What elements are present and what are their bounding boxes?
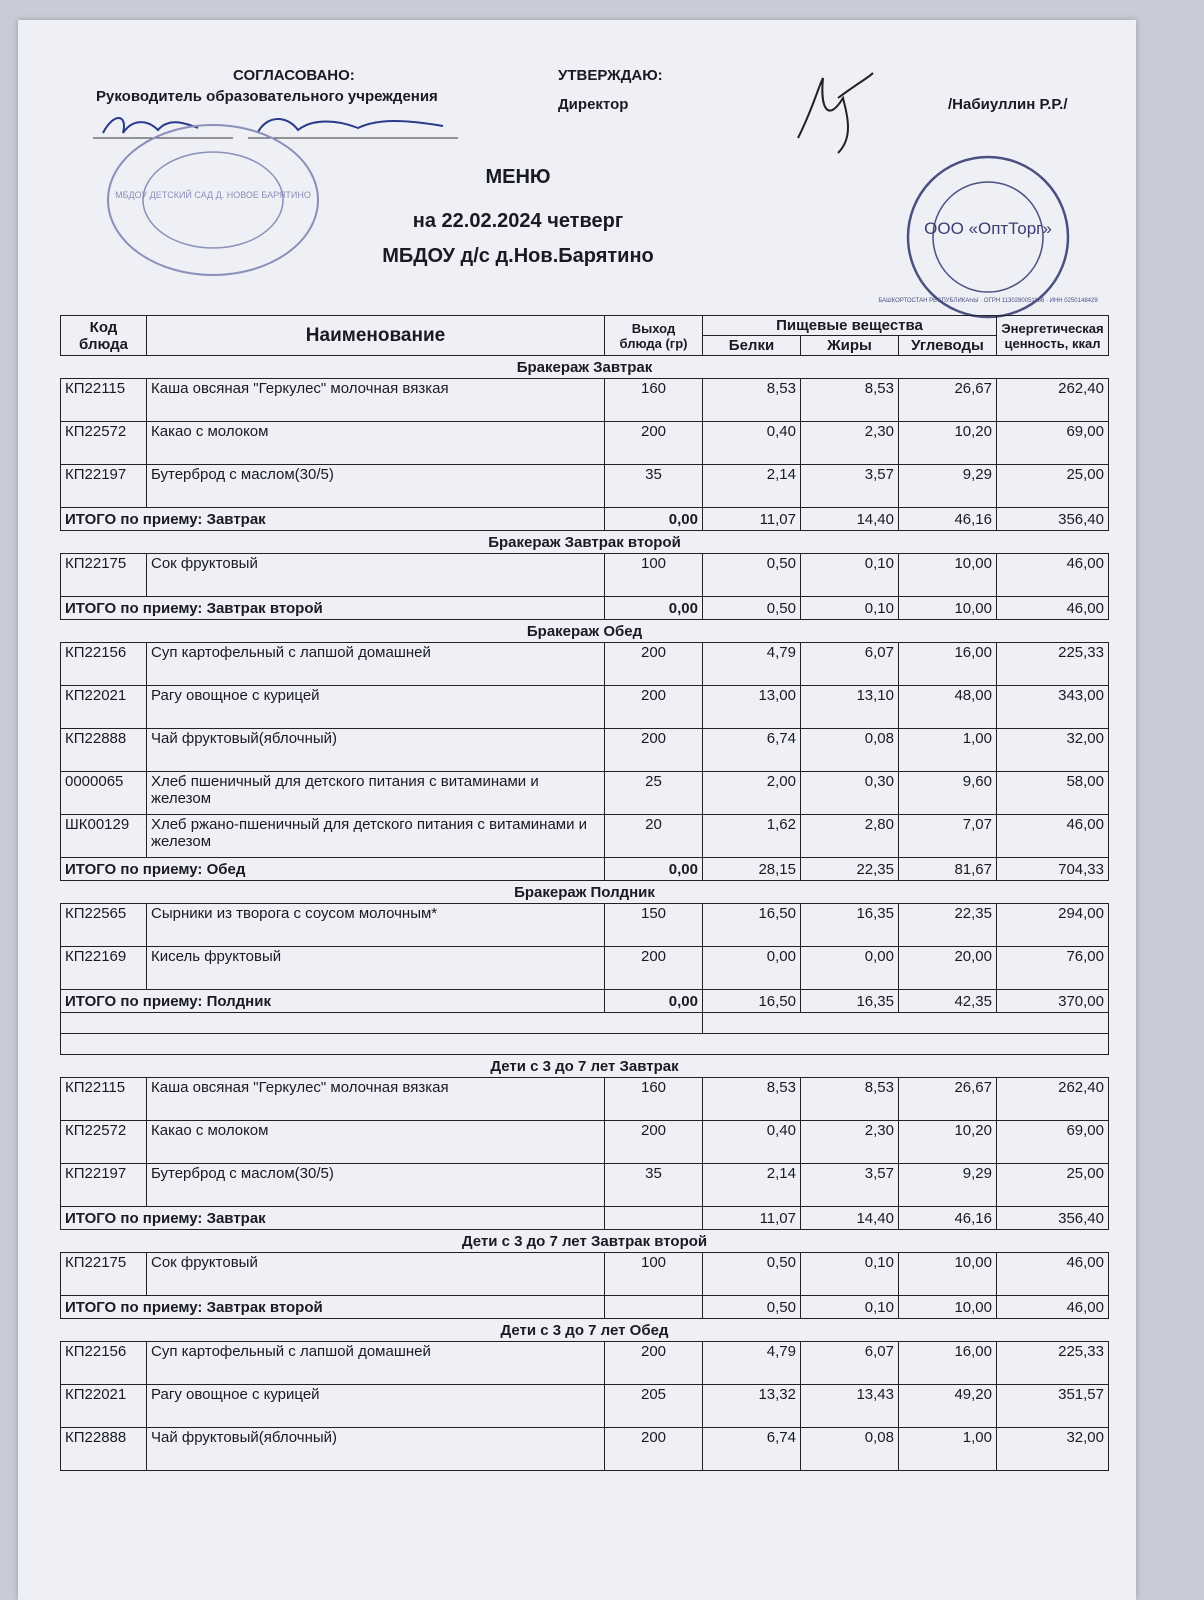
total-protein: 11,07 <box>703 508 801 531</box>
dish-fat: 2,30 <box>801 1121 899 1164</box>
dish-output: 200 <box>605 947 703 990</box>
col-carbs-header: Углеводы <box>899 336 997 356</box>
dish-code: КП22175 <box>61 1253 147 1296</box>
total-energy: 370,00 <box>997 990 1109 1013</box>
dish-energy: 262,40 <box>997 1078 1109 1121</box>
approve-name: /Набиуллин Р.Р./ <box>948 96 1068 113</box>
menu-date: на 22.02.2024 четверг <box>412 210 624 232</box>
dish-output: 35 <box>605 1164 703 1207</box>
dish-energy: 69,00 <box>997 1121 1109 1164</box>
total-protein: 16,50 <box>703 990 801 1013</box>
col-output-header: Выход блюда (гр) <box>605 316 703 356</box>
dish-fat: 2,80 <box>801 815 899 858</box>
dish-name: Каша овсяная "Геркулес" молочная вязкая <box>147 1078 605 1121</box>
dish-code: КП22197 <box>61 1164 147 1207</box>
total-protein: 11,07 <box>703 1207 801 1230</box>
total-label: ИТОГО по приему: Обед <box>61 858 605 881</box>
dish-code: ШК00129 <box>61 815 147 858</box>
dish-code: КП22572 <box>61 422 147 465</box>
menu-table <box>60 315 1109 1471</box>
dish-code: КП22197 <box>61 465 147 508</box>
dish-carbs: 16,00 <box>899 643 997 686</box>
dish-name: Хлеб ржано-пшеничный для детского питания с витаминами и железом <box>147 815 605 858</box>
total-row <box>61 1296 1109 1319</box>
section-title: Бракераж Полдник <box>514 883 655 901</box>
table-row <box>61 1253 1109 1296</box>
section-title: Бракераж Завтрак <box>516 358 653 376</box>
total-energy: 356,40 <box>997 1207 1109 1230</box>
total-protein: 0,50 <box>703 1296 801 1319</box>
table-row <box>61 1428 1109 1471</box>
total-label: ИТОГО по приему: Завтрак второй <box>61 597 605 620</box>
dish-protein: 0,50 <box>703 1253 801 1296</box>
dish-energy: 351,57 <box>997 1385 1109 1428</box>
dish-carbs: 10,20 <box>899 1121 997 1164</box>
dish-name: Каша овсяная "Геркулес" молочная вязкая <box>147 379 605 422</box>
total-row <box>61 508 1109 531</box>
dish-energy: 76,00 <box>997 947 1109 990</box>
svg-text:ООО «ОптТорг»: ООО «ОптТорг» <box>924 219 1052 238</box>
table-row <box>61 554 1109 597</box>
col-name-header: Наименование <box>147 316 605 356</box>
dish-fat: 0,08 <box>801 729 899 772</box>
dish-protein: 2,14 <box>703 1164 801 1207</box>
dish-energy: 262,40 <box>997 379 1109 422</box>
total-row <box>61 990 1109 1013</box>
dish-fat: 16,35 <box>801 904 899 947</box>
page-title: МЕНЮ <box>485 166 551 188</box>
dish-carbs: 10,00 <box>899 1253 997 1296</box>
dish-name: Чай фруктовый(яблочный) <box>147 729 605 772</box>
table-row <box>61 643 1109 686</box>
dish-code: КП22175 <box>61 554 147 597</box>
total-fat: 16,35 <box>801 990 899 1013</box>
dish-output: 35 <box>605 465 703 508</box>
blank-row <box>61 1034 1109 1055</box>
total-output: 0,00 <box>605 597 703 620</box>
table-row <box>61 422 1109 465</box>
total-row <box>61 1207 1109 1230</box>
total-energy: 46,00 <box>997 1296 1109 1319</box>
dish-protein: 2,14 <box>703 465 801 508</box>
section-title: Дети с 3 до 7 лет Обед <box>500 1321 669 1339</box>
total-fat: 22,35 <box>801 858 899 881</box>
table-row <box>61 379 1109 422</box>
section-title: Дети с 3 до 7 лет Завтрак <box>490 1057 679 1075</box>
table-row <box>61 1164 1109 1207</box>
dish-protein: 8,53 <box>703 379 801 422</box>
director-signature <box>788 68 878 158</box>
dish-fat: 0,10 <box>801 1253 899 1296</box>
total-protein: 28,15 <box>703 858 801 881</box>
dish-output: 200 <box>605 729 703 772</box>
dish-name: Хлеб пшеничный для детского питания с витаминами и железом <box>147 772 605 815</box>
dish-protein: 6,74 <box>703 1428 801 1471</box>
dish-protein: 2,00 <box>703 772 801 815</box>
total-output <box>605 1207 703 1230</box>
total-energy: 704,33 <box>997 858 1109 881</box>
total-output: 0,00 <box>605 858 703 881</box>
approve-title: УТВЕРЖДАЮ: <box>558 67 663 84</box>
dish-carbs: 22,35 <box>899 904 997 947</box>
dish-protein: 0,50 <box>703 554 801 597</box>
dish-carbs: 9,29 <box>899 465 997 508</box>
approve-role: Директор <box>558 96 629 113</box>
dish-carbs: 49,20 <box>899 1385 997 1428</box>
approved-title: СОГЛАСОВАНО: <box>233 67 355 84</box>
dish-energy: 225,33 <box>997 643 1109 686</box>
dish-carbs: 48,00 <box>899 686 997 729</box>
dish-protein: 6,74 <box>703 729 801 772</box>
table-row <box>61 1078 1109 1121</box>
dish-energy: 46,00 <box>997 554 1109 597</box>
table-row <box>61 729 1109 772</box>
dish-output: 100 <box>605 1253 703 1296</box>
dish-carbs: 1,00 <box>899 1428 997 1471</box>
dish-protein: 13,32 <box>703 1385 801 1428</box>
table-row <box>61 815 1109 858</box>
institution-name: МБДОУ д/с д.Нов.Барятино <box>382 245 654 267</box>
dish-energy: 32,00 <box>997 729 1109 772</box>
table-row <box>61 904 1109 947</box>
dish-energy: 25,00 <box>997 465 1109 508</box>
dish-output: 200 <box>605 1342 703 1385</box>
dish-energy: 25,00 <box>997 1164 1109 1207</box>
dish-name: Кисель фруктовый <box>147 947 605 990</box>
dish-name: Суп картофельный с лапшой домашней <box>147 1342 605 1385</box>
dish-protein: 0,40 <box>703 422 801 465</box>
dish-name: Какао с молоком <box>147 1121 605 1164</box>
total-fat: 0,10 <box>801 1296 899 1319</box>
dish-name: Суп картофельный с лапшой домашней <box>147 643 605 686</box>
dish-name: Сок фруктовый <box>147 554 605 597</box>
col-energy-header: Энергетическая ценность, ккал <box>997 316 1109 356</box>
dish-carbs: 9,29 <box>899 1164 997 1207</box>
dish-code: КП22565 <box>61 904 147 947</box>
section-title: Бракераж Обед <box>526 622 643 640</box>
dish-fat: 0,10 <box>801 554 899 597</box>
dish-output: 200 <box>605 686 703 729</box>
table-row <box>61 686 1109 729</box>
dish-code: 0000065 <box>61 772 147 815</box>
dish-name: Какао с молоком <box>147 422 605 465</box>
dish-fat: 3,57 <box>801 465 899 508</box>
total-carbs: 46,16 <box>899 508 997 531</box>
dish-protein: 0,00 <box>703 947 801 990</box>
dish-fat: 13,10 <box>801 686 899 729</box>
total-fat: 14,40 <box>801 508 899 531</box>
total-fat: 0,10 <box>801 597 899 620</box>
col-protein-header: Белки <box>703 336 801 356</box>
svg-text:БАШКОРТОСТАН РЕСПУБЛИКАҺЫ · ОГ: БАШКОРТОСТАН РЕСПУБЛИКАҺЫ · ОГРН 1130280051186 · ИНН 0250148429 <box>878 298 1098 304</box>
dish-fat: 3,57 <box>801 1164 899 1207</box>
total-energy: 46,00 <box>997 597 1109 620</box>
dish-carbs: 10,20 <box>899 422 997 465</box>
total-energy: 356,40 <box>997 508 1109 531</box>
dish-fat: 13,43 <box>801 1385 899 1428</box>
total-row <box>61 597 1109 620</box>
dish-output: 160 <box>605 379 703 422</box>
table-row <box>61 772 1109 815</box>
total-output: 0,00 <box>605 990 703 1013</box>
dish-name: Сок фруктовый <box>147 1253 605 1296</box>
dish-fat: 0,00 <box>801 947 899 990</box>
total-carbs: 10,00 <box>899 597 997 620</box>
dish-carbs: 26,67 <box>899 379 997 422</box>
dish-code: КП22169 <box>61 947 147 990</box>
table-row <box>61 947 1109 990</box>
blank-row <box>61 1013 1109 1034</box>
dish-output: 205 <box>605 1385 703 1428</box>
total-carbs: 42,35 <box>899 990 997 1013</box>
dish-name: Сырники из творога с соусом молочным* <box>147 904 605 947</box>
dish-protein: 8,53 <box>703 1078 801 1121</box>
dish-name: Чай фруктовый(яблочный) <box>147 1428 605 1471</box>
total-label: ИТОГО по приему: Завтрак <box>61 508 605 531</box>
approved-role: Руководитель образовательного учреждения <box>96 88 438 105</box>
dish-fat: 8,53 <box>801 1078 899 1121</box>
dish-output: 160 <box>605 1078 703 1121</box>
dish-carbs: 20,00 <box>899 947 997 990</box>
dish-protein: 4,79 <box>703 1342 801 1385</box>
total-output <box>605 1296 703 1319</box>
col-fat-header: Жиры <box>801 336 899 356</box>
dish-code: КП22021 <box>61 686 147 729</box>
col-nutrients-header: Пищевые вещества <box>703 316 997 336</box>
dish-energy: 225,33 <box>997 1342 1109 1385</box>
dish-output: 25 <box>605 772 703 815</box>
dish-code: КП22021 <box>61 1385 147 1428</box>
table-row <box>61 1121 1109 1164</box>
total-row <box>61 858 1109 881</box>
dish-energy: 343,00 <box>997 686 1109 729</box>
total-output: 0,00 <box>605 508 703 531</box>
table-row <box>61 1342 1109 1385</box>
section-title: Дети с 3 до 7 лет Завтрак второй <box>461 1232 708 1250</box>
total-label: ИТОГО по приему: Завтрак <box>61 1207 605 1230</box>
dish-output: 200 <box>605 422 703 465</box>
dish-energy: 69,00 <box>997 422 1109 465</box>
dish-energy: 32,00 <box>997 1428 1109 1471</box>
total-carbs: 46,16 <box>899 1207 997 1230</box>
dish-name: Бутерброд с маслом(30/5) <box>147 465 605 508</box>
dish-output: 100 <box>605 554 703 597</box>
col-code-header: Код блюда <box>61 316 147 356</box>
svg-text:МБДОУ ДЕТСКИЙ САД Д. НОВОЕ БАР: МБДОУ ДЕТСКИЙ САД Д. НОВОЕ БАРЯТИНО <box>115 190 311 200</box>
total-label: ИТОГО по приему: Завтрак второй <box>61 1296 605 1319</box>
dish-fat: 0,30 <box>801 772 899 815</box>
dish-code: КП22156 <box>61 643 147 686</box>
total-protein: 0,50 <box>703 597 801 620</box>
dish-output: 150 <box>605 904 703 947</box>
dish-energy: 58,00 <box>997 772 1109 815</box>
dish-carbs: 26,67 <box>899 1078 997 1121</box>
dish-fat: 6,07 <box>801 1342 899 1385</box>
dish-protein: 4,79 <box>703 643 801 686</box>
table-row <box>61 1385 1109 1428</box>
dish-carbs: 10,00 <box>899 554 997 597</box>
dish-code: КП22888 <box>61 729 147 772</box>
dish-protein: 0,40 <box>703 1121 801 1164</box>
dish-protein: 13,00 <box>703 686 801 729</box>
dish-code: КП22156 <box>61 1342 147 1385</box>
dish-output: 200 <box>605 643 703 686</box>
dish-code: КП22115 <box>61 1078 147 1121</box>
dish-name: Бутерброд с маслом(30/5) <box>147 1164 605 1207</box>
dish-carbs: 7,07 <box>899 815 997 858</box>
total-label: ИТОГО по приему: Полдник <box>61 990 605 1013</box>
dish-energy: 46,00 <box>997 815 1109 858</box>
dish-fat: 0,08 <box>801 1428 899 1471</box>
total-fat: 14,40 <box>801 1207 899 1230</box>
dish-code: КП22888 <box>61 1428 147 1471</box>
dish-output: 200 <box>605 1428 703 1471</box>
dish-carbs: 9,60 <box>899 772 997 815</box>
section-title: Бракераж Завтрак второй <box>488 533 681 551</box>
total-carbs: 10,00 <box>899 1296 997 1319</box>
dish-code: КП22115 <box>61 379 147 422</box>
dish-name: Рагу овощное с курицей <box>147 686 605 729</box>
table-row <box>61 465 1109 508</box>
dish-carbs: 16,00 <box>899 1342 997 1385</box>
dish-output: 20 <box>605 815 703 858</box>
dish-fat: 6,07 <box>801 643 899 686</box>
dish-fat: 8,53 <box>801 379 899 422</box>
menu-sheet <box>18 20 1136 1600</box>
dish-energy: 294,00 <box>997 904 1109 947</box>
dish-code: КП22572 <box>61 1121 147 1164</box>
dish-name: Рагу овощное с курицей <box>147 1385 605 1428</box>
dish-energy: 46,00 <box>997 1253 1109 1296</box>
dish-fat: 2,30 <box>801 422 899 465</box>
dish-protein: 16,50 <box>703 904 801 947</box>
total-carbs: 81,67 <box>899 858 997 881</box>
dish-output: 200 <box>605 1121 703 1164</box>
dish-protein: 1,62 <box>703 815 801 858</box>
dish-carbs: 1,00 <box>899 729 997 772</box>
